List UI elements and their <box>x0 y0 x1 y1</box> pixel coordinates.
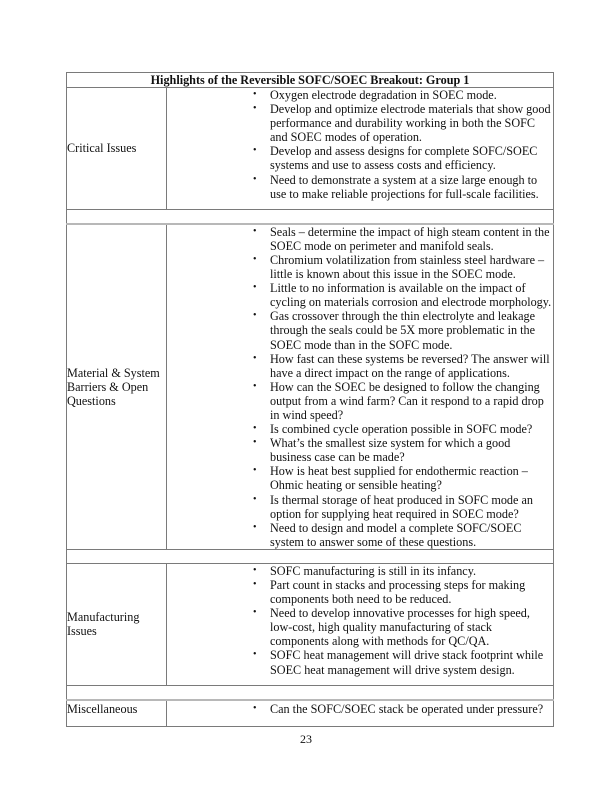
list-item: • What’s the smallest size system for which a good business case can be made? <box>253 436 511 465</box>
bullet-icon: • <box>253 521 257 533</box>
list-item: • Is combined cycle operation possible in SOFC mode? <box>253 422 533 437</box>
section-content <box>167 224 554 550</box>
list-item: • SOFC manufacturing is still in its infancy. <box>253 563 477 578</box>
spacer-row <box>67 685 554 700</box>
list-item: • Seals – determine the impact of high steam content in the SOEC mode on perimeter and manifold seals. <box>253 224 550 253</box>
list-item: • Need to design and model a complete SOFC/SOEC system to answer some of these questions. <box>253 520 522 549</box>
bullet-icon: • <box>253 579 257 590</box>
section-label: Manufacturing Issues <box>67 563 167 685</box>
bullet-icon: • <box>253 649 257 661</box>
table-title-row <box>67 73 554 88</box>
list-item: • Is thermal storage of heat produced in SOFC mode an option for supplying heat required in SOEC mode? <box>253 492 533 521</box>
section-label: Critical Issues <box>67 88 167 210</box>
section-label: Material & System Barriers & Open Questions <box>67 224 167 550</box>
list-item: • Can the SOFC/SOEC stack be operated under pressure? <box>253 701 544 716</box>
list-item: • How fast can these systems be reversed? The answer will have a direct impact on the range of applications. <box>253 351 550 380</box>
list-item: • SOFC heat management will drive stack footprint while SOEC heat management will drive system design. <box>253 648 544 677</box>
bullet-icon: • <box>253 493 257 505</box>
bullet-icon: • <box>253 437 257 449</box>
section-row-manufacturing-issues <box>67 563 554 685</box>
bullet-icon: • <box>253 89 257 100</box>
list-item: • How can the SOEC be designed to follow the changing output from a wind farm? Can it respond to a rapid drop in wind speed? <box>253 379 544 422</box>
section-content <box>167 700 554 727</box>
bullet-icon: • <box>253 310 257 322</box>
bullet-icon: • <box>253 253 257 265</box>
section-row-critical-issues <box>67 88 554 210</box>
bullet-icon: • <box>253 173 257 185</box>
bullet-list <box>167 702 553 716</box>
section-content <box>167 563 554 685</box>
page-number: 23 <box>300 732 312 746</box>
section-row-miscellaneous <box>67 700 554 727</box>
spacer-row <box>67 209 554 224</box>
bullet-icon: • <box>253 380 257 392</box>
section-row-material-system-barriers <box>67 224 554 550</box>
section-content <box>167 88 554 210</box>
section-label: Miscellaneous <box>67 700 167 727</box>
bullet-list <box>167 225 553 549</box>
bullet-icon: • <box>253 225 257 237</box>
list-item: • Little to no information is available on the impact of cycling on materials corrosion and electrode morphology. <box>253 281 552 310</box>
list-item: • Need to demonstrate a system at a size large enough to use to make reliable projections for full-scale facilities. <box>253 172 539 201</box>
bullet-icon: • <box>253 352 257 364</box>
spacer-row <box>67 549 554 563</box>
bullet-icon: • <box>253 465 257 477</box>
table-title: Highlights of the Reversible SOFC/SOEC Breakout: Group 1 <box>67 73 554 88</box>
highlights-table <box>66 72 554 727</box>
list-item: • Gas crossover through the thin electrolyte and leakage through the seals could be 5X more problematic in the SOEC mode than in the SOFC mode. <box>253 309 536 352</box>
bullet-icon: • <box>253 103 257 115</box>
bullet-icon: • <box>253 423 257 435</box>
bullet-icon: • <box>253 145 257 157</box>
bullet-icon: • <box>253 607 257 619</box>
list-item: • How is heat best supplied for endothermic reaction – Ohmic heating or sensible heating? <box>253 464 528 493</box>
list-item: • Develop and assess designs for complete SOFC/SOEC systems and use to assess costs and efficiency. <box>253 144 538 173</box>
bullet-icon: • <box>253 282 257 294</box>
bullet-icon: • <box>253 564 257 576</box>
list-item: • Need to develop innovative processes for high speed, low-cost, high quality manufacturing of stack components along with methods for QC/QA. <box>253 606 530 649</box>
bullet-list <box>167 564 553 677</box>
list-item: • Oxygen electrode degradation in SOEC mode. <box>253 88 497 102</box>
list-item: • Part count in stacks and processing steps for making components both need to be reduced. <box>253 578 526 607</box>
list-item: • Chromium volatilization from stainless steel hardware – little is known about this issue in the SOEC mode. <box>253 252 545 282</box>
list-item: • Develop and optimize electrode materials that show good performance and durability working in both the SOFC and SOEC modes of operation. <box>253 102 551 145</box>
bullet-icon: • <box>253 702 257 714</box>
bullet-list <box>167 88 553 201</box>
